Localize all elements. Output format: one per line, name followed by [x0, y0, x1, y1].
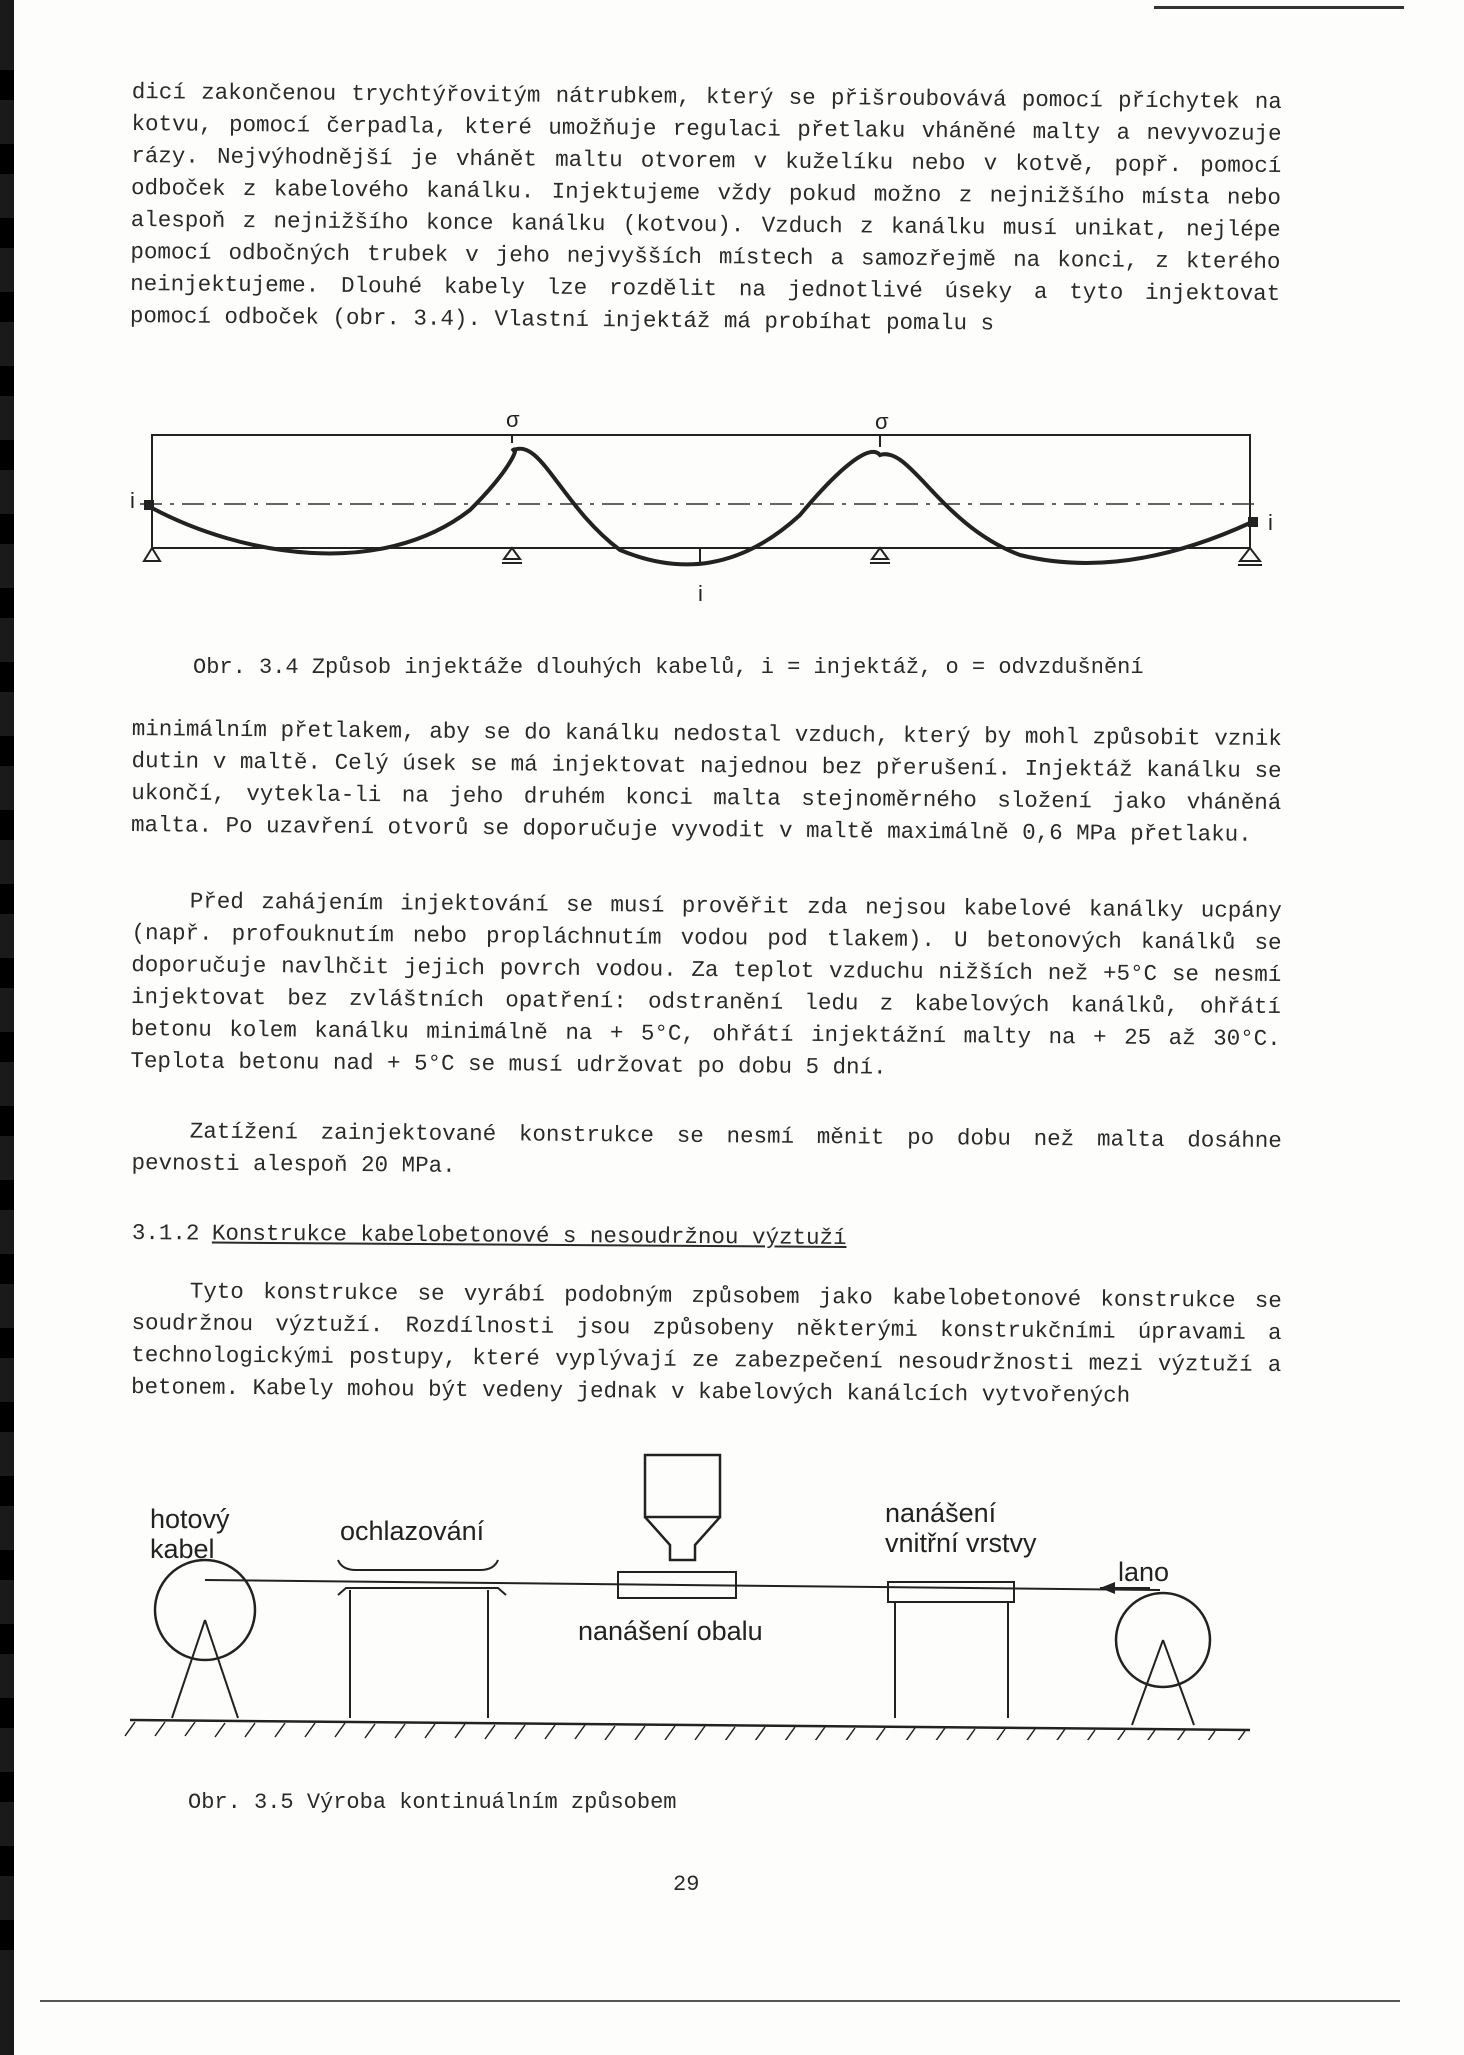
binding-hole: [0, 514, 14, 544]
binding-hole: [0, 1624, 14, 1654]
vent-label-right: σ: [875, 409, 889, 434]
section-title: Konstrukce kabelobetonové s nesoudržnou výztuží: [211, 1220, 847, 1251]
binding-hole: [0, 810, 14, 840]
binding-hole: [0, 884, 14, 914]
binding-hole: [0, 588, 14, 618]
bottom-edge-line: [40, 2000, 1400, 2002]
top-edge-line: [1154, 6, 1404, 9]
binding-hole: [0, 70, 14, 100]
paragraph-injection-pressure: minimálním přetlakem, aby se do kanálku nedostal vzduch, který by mohl způsobit vznik dutin v maltě. Celý úsek se má injektovat najednou bez přerušení. Injektáž kanálku se ukončí, vytekla-li na jeho druhém konci malta stejnoměrného složení jako vháněná malta. Po uzavření otvorů se doporučuje vyvodit v maltě maximálně 0,6 MPa přetlaku.: [130, 715, 1282, 848]
paragraph-loading: Zatížení zainjektované konstrukce se nesmí měnit po dobu než malta dosáhne pevnosti alespoň 20 MPa.: [131, 1118, 1282, 1179]
label-inner-layer-1: nanášení: [885, 1498, 997, 1528]
page-number: 29: [673, 1872, 700, 1897]
binding-hole: [0, 1032, 14, 1062]
binding-hole: [0, 144, 14, 174]
binding-hole: [0, 958, 14, 988]
label-coating: nanášení obalu: [578, 1616, 763, 1646]
binding-hole: [0, 1254, 14, 1284]
finished-cable-reel: [155, 1560, 255, 1660]
binding-hole: [0, 1476, 14, 1506]
support-left: [144, 548, 160, 561]
binding-hole: [0, 292, 14, 322]
binding-hole: [0, 1328, 14, 1358]
figure-3-5-caption: Obr. 3.5 Výroba kontinuálním způsobem: [188, 1790, 677, 1815]
section-number: 3.1.2: [131, 1220, 200, 1247]
binding-hole: [0, 662, 14, 692]
paragraph-preparation: Před zahájením injektování se musí prověřit zda nejsou kabelové kanálky ucpány (např. profouknutím nebo propláchnutím vodou pod tlakem). U betonových kanálků se doporučuje navlhčit jejich povrch vodou. Za teplot vzduchu nižších než +5°C se nesmí injektovat bez zvláštních opatření: odstranění ledu z kabelových kanálků, ohřátí betonu kolem kanálku minimálně na + 5°C, ohřátí injektážní malty na + 25 až 30°C. Teplota betonu nad + 5°C se musí udržovat po dobu 5 dní.: [130, 888, 1282, 1081]
spiral-binding: [0, 0, 14, 2055]
binding-hole: [0, 1180, 14, 1210]
label-inner-layer-2: vnitřní vrstvy: [885, 1528, 1037, 1558]
paragraph-injection-procedure: dicí zakončenou trychtýřovitým nátrubkem, který se přišroubovává pomocí příchytek na kotvu, pomocí čerpadla, které umožňuje regulaci přetlaku vháněné malty a nevyvozuje rázy. Nejvýhodnější je vhánět maltu otvorem v kuželíku nebo v kotvě, popř. pomocí odboček z kabelového kanálku. Injektujeme vždy pokud možno z nejnižšího místa nebo alespoň z nejnižšího konce kanálku (kotvou). Vzduch z kanálku musí unikat, nejlépe pomocí odbočných trubek v jeho nejvyšších místech a samozřejmě na konci, z kterého neinjektujeme. Dlouhé kabely lze rozdělit na jednotlivé úseky a tyto injektovat pomocí odboček (obr. 3.4). Vlastní injektáž má probíhat pomalu s: [129, 78, 1282, 337]
label-strand: lano: [1118, 1557, 1170, 1587]
support-mid1: [502, 548, 522, 563]
vent-label-left: σ: [506, 407, 520, 432]
inject-label-middle: i: [698, 581, 703, 606]
figure-3-4-injection-diagram: [120, 405, 1290, 620]
figure-3-4-caption: Obr. 3.4 Způsob injektáže dlouhých kabelů, i = injektáž, o = odvzdušnění: [193, 655, 1144, 680]
paragraph-unbonded-tendons: Tyto konstrukce se vyrábí podobným způsobem jako kabelobetonové konstrukce se soudržnou výztuží. Rozdílnosti jsou způsobeny některými konstrukčními úpravami a technologickými postupy, které vyplývají ze zabezpečení nesoudržnosti mezi výztuží a betonem. Kabely mohou být vedeny jednak v kabelových kanálcích vytvořených: [130, 1278, 1282, 1409]
binding-hole: [0, 218, 14, 248]
inject-label-right: i: [1268, 510, 1273, 535]
binding-hole: [0, 1550, 14, 1580]
figure-3-5-production-diagram: [120, 1450, 1270, 1740]
label-cooling: ochlazování: [340, 1516, 485, 1546]
label-finished-cable-2: kabel: [150, 1534, 215, 1564]
binding-hole: [0, 440, 14, 470]
binding-hole: [0, 1402, 14, 1432]
binding-hole: [0, 1106, 14, 1136]
binding-hole: [0, 366, 14, 396]
support-mid2: [870, 548, 890, 563]
binding-hole: [0, 1698, 14, 1728]
binding-hole: [0, 1772, 14, 1802]
support-right: [1238, 548, 1262, 565]
inner-layer-unit: [888, 1582, 1014, 1602]
label-finished-cable-1: hotový: [150, 1504, 230, 1534]
binding-hole: [0, 1846, 14, 1876]
binding-hole: [0, 1920, 14, 1950]
section-heading: [132, 1220, 847, 1251]
inject-label-left: i: [130, 488, 135, 513]
binding-hole: [0, 736, 14, 766]
